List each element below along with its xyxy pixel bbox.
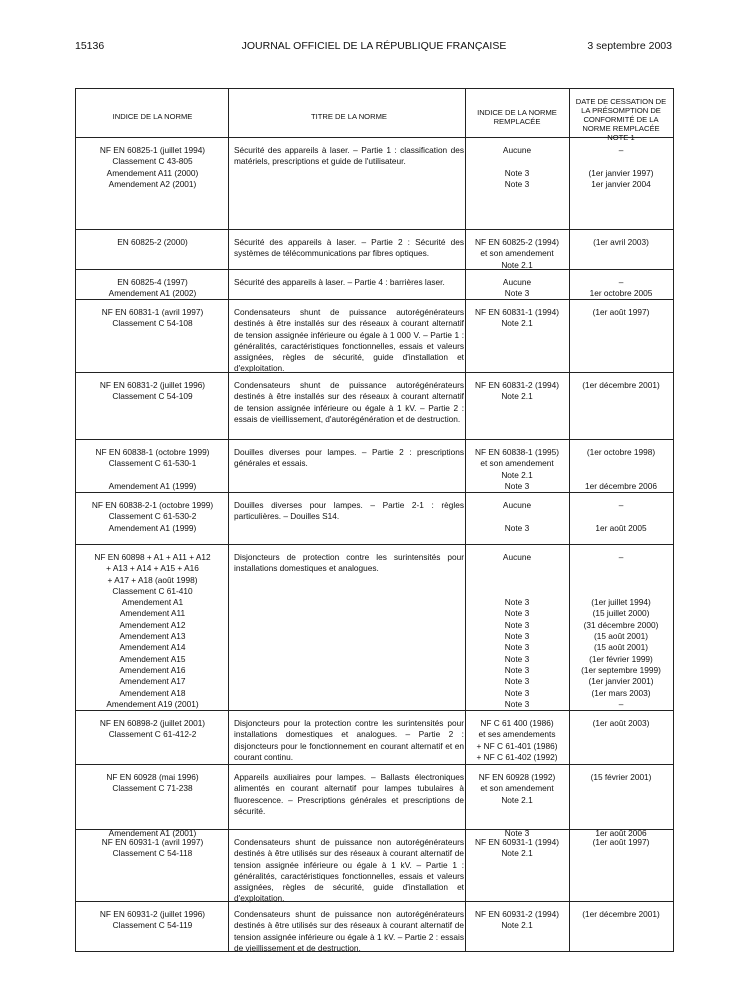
titre-cell: Condensateurs shunt de puissance autorégénérateurs destinés à être installés sur des réseaux à courant alternatif de tension assignée inférieure ou égale à 1 kV. – Partie 2 : essais de vieillissement, d'autorégénération et de destruction. — [234, 380, 464, 424]
cell-line: Amendement A1 (1999) — [108, 522, 197, 533]
cell-line: Classement C 61-410 — [112, 585, 193, 596]
cell-line: (1er décembre 2001) — [582, 380, 660, 390]
cell-line — [467, 511, 567, 522]
cell-line: Note 3 — [504, 676, 530, 687]
cell-line: Note 2.1 — [501, 469, 533, 480]
row-divider — [76, 710, 673, 711]
remplacee-cell — [467, 500, 567, 534]
date-cell — [572, 718, 670, 729]
cell-line: (1er février 1999) — [589, 653, 653, 664]
date-cell — [572, 500, 670, 534]
indice-cell — [80, 447, 225, 492]
page-number: 15136 — [75, 40, 105, 52]
cell-line: – — [618, 500, 624, 510]
date-cell — [572, 380, 670, 391]
titre-cell: Douilles diverses pour lampes. – Partie 2-1 : règles particulières. – Douilles S14. — [234, 500, 464, 522]
cell-line: (1er janvier 2001) — [588, 676, 654, 687]
cell-line — [467, 586, 567, 597]
cell-line: (1er mars 2003) — [591, 687, 651, 698]
cell-line: Aucune — [502, 277, 532, 287]
cell-line: NF EN 60928 (1992) — [478, 772, 556, 782]
cell-line: Note 3 — [504, 619, 530, 630]
cell-line: – — [618, 552, 624, 562]
cell-line: Aucune — [502, 500, 532, 510]
cell-line — [80, 806, 225, 817]
cell-line: (1er octobre 1998) — [586, 447, 656, 457]
cell-line: Amendement A18 — [119, 687, 186, 698]
cell-line: Amendement A2 (2001) — [108, 178, 197, 189]
cell-line — [572, 470, 670, 481]
titre-cell: Condensateurs shunt de puissance non autorégénérateurs destinés à être utilisés sur des réseaux à courant alternatif de tension assignée inférieure ou égale à 1 kV. – Partie 1 : généralités, caractéristiques fonctionnelles, essais et valeurs assignées, règles de sécurité, guide d'installation et d'exploitation. — [234, 837, 464, 904]
indice-cell — [80, 909, 225, 932]
cell-line — [572, 783, 670, 794]
cell-line — [572, 795, 670, 806]
titre-cell: Disjoncteurs pour la protection contre les surintensités pour installations domestiques et analogues. – Partie 2 : disjoncteurs pour le fonctionnement en courant alternatif et en courant continu. — [234, 718, 464, 762]
indice-cell — [80, 277, 225, 300]
titre-cell: Sécurité des appareils à laser. – Partie 1 : classification des matériels, prescriptions et guide de l'utilisateur. — [234, 145, 464, 167]
cell-line: Amendement A16 — [119, 664, 186, 675]
cell-line: NF EN 60831-1 (avril 1997) — [101, 307, 204, 317]
cell-line: Amendement A11 — [119, 608, 186, 619]
date-cell — [572, 237, 670, 248]
cell-line: Classement C 54-118 — [112, 848, 193, 859]
cell-line: Note 3 — [504, 687, 530, 698]
cell-line — [467, 817, 567, 828]
remplacee-cell — [467, 718, 567, 763]
cell-line: Amendement A1 (1999) — [108, 480, 197, 491]
cell-line: EN 60825-2 (2000) — [117, 237, 188, 247]
cell-line — [572, 575, 670, 586]
cell-line: NF EN 60825-1 (juillet 1994) — [99, 145, 206, 155]
titre-cell: Disjoncteurs de protection contre les surintensités pour installations domestiques et analogues. — [234, 552, 464, 574]
cell-line: NF EN 60838-1 (1995) — [475, 447, 559, 457]
cell-line: Classement C 61-530-1 — [108, 458, 197, 469]
titre-cell: Condensateurs shunt de puissance non autorégénérateurs destinés à être utilisés sur des réseaux à courant alternatif de tension assignée inférieure ou égale à 1 kV. – Partie 2 : essais de vieillissement et de destruction. — [234, 909, 464, 953]
date-cell — [572, 447, 670, 492]
cell-line: Note 2.1 — [501, 391, 533, 402]
cell-line — [572, 586, 670, 597]
cell-line: NF EN 60831-2 (juillet 1996) — [99, 380, 206, 390]
cell-line: Note 3 — [504, 664, 530, 675]
cell-line: Amendement A14 — [119, 642, 186, 653]
indice-cell — [80, 552, 225, 710]
cell-line — [572, 511, 670, 522]
cell-line: Note 3 — [504, 522, 530, 533]
page-date: 3 septembre 2003 — [587, 40, 672, 52]
cell-line — [572, 156, 670, 167]
cell-line: NF EN 60931-2 (1994) — [475, 909, 559, 919]
column-header-date: DATE DE CESSATION DE LA PRÉSOMPTION DE CONFORMITÉ DE LA NORME REMPLACÉE NOTE 1 — [575, 97, 667, 142]
cell-line: Amendement A15 — [119, 653, 186, 664]
row-divider — [76, 764, 673, 765]
cell-line: Note 2.1 — [501, 318, 533, 329]
cell-line — [572, 563, 670, 574]
cell-line: (1er décembre 2001) — [582, 909, 660, 919]
cell-line: et son amendement — [480, 458, 554, 469]
cell-line: NF EN 60898 + A1 + A11 + A12 — [94, 552, 211, 562]
row-divider — [76, 492, 673, 493]
indice-cell — [80, 718, 225, 741]
cell-line: Note 3 — [504, 597, 530, 608]
cell-line: NF C 61 400 (1986) — [480, 718, 554, 728]
cell-line: Note 3 — [504, 828, 530, 839]
titre-cell: Douilles diverses pour lampes. – Partie 2 : prescriptions générales et essais. — [234, 447, 464, 469]
cell-line: Classement C 54-119 — [112, 920, 193, 931]
cell-line: NF EN 60831-2 (1994) — [475, 380, 559, 390]
row-divider — [76, 829, 673, 830]
cell-line: + NF C 61-401 (1986) — [476, 740, 558, 751]
date-cell — [572, 307, 670, 318]
cell-line: NF EN 60931-1 (1994) — [475, 837, 559, 847]
cell-line: Note 2.1 — [501, 848, 533, 859]
cell-line: + A13 + A14 + A15 + A16 — [106, 563, 199, 574]
cell-line: (15 août 2001) — [594, 631, 648, 642]
cell-line: Amendement A13 — [119, 631, 186, 642]
cell-line: Amendement A12 — [119, 619, 186, 630]
column-header-titre: TITRE DE LA NORME — [311, 112, 387, 121]
column-header-remplacee: INDICE DE LA NORME REMPLACÉE — [477, 108, 557, 126]
cell-line: (31 décembre 2000) — [583, 619, 659, 630]
cell-line: Classement C 54-109 — [112, 391, 193, 402]
remplacee-cell — [467, 447, 567, 492]
cell-line: Note 3 — [504, 288, 530, 299]
cell-line: NF EN 60931-2 (juillet 1996) — [99, 909, 206, 919]
cell-line: Amendement A17 — [119, 676, 186, 687]
cell-line: Note 2.1 — [501, 920, 533, 931]
indice-cell — [80, 307, 225, 330]
indice-cell — [80, 237, 225, 248]
titre-cell: Sécurité des appareils à laser. – Partie 4 : barrières laser. — [234, 277, 445, 287]
date-cell — [572, 837, 670, 848]
cell-line: NF EN 60931-1 (avril 1997) — [101, 837, 204, 847]
row-divider — [76, 137, 673, 138]
cell-line: Note 3 — [504, 167, 530, 178]
cell-line: (1er août 2003) — [592, 718, 650, 728]
indice-cell — [80, 837, 225, 860]
titre-cell: Condensateurs shunt de puissance autorégénérateurs destinés à être installés sur des réseaux à courant alternatif de tension assignée inférieure ou égale à 1 000 V. – Partie 1 : généralités, caractéristiques fonctionnelles, essais et valeurs assignées, règles de sécurité, guide d'installation et d'exploitation. — [234, 307, 464, 374]
cell-line: NF EN 60838-2-1 (octobre 1999) — [91, 500, 214, 510]
remplacee-cell — [467, 277, 567, 300]
cell-line: EN 60825-4 (1997) — [117, 277, 188, 287]
cell-line: Classement C 43-805 — [112, 156, 193, 167]
cell-line — [572, 806, 670, 817]
standards-table — [75, 88, 674, 952]
cell-line: Classement C 71-238 — [112, 783, 193, 794]
date-cell — [572, 145, 670, 190]
cell-line: NF EN 60831-1 (1994) — [475, 307, 559, 317]
cell-line: Note 3 — [504, 480, 530, 491]
column-divider — [569, 89, 570, 951]
cell-line — [80, 470, 225, 481]
column-divider — [465, 89, 466, 951]
cell-line: Amendement A1 — [121, 597, 184, 608]
cell-line: et son amendement — [480, 783, 554, 794]
cell-line: NF EN 60838-1 (octobre 1999) — [95, 447, 210, 457]
remplacee-cell — [467, 237, 567, 271]
cell-line: 1er octobre 2005 — [589, 288, 653, 299]
date-cell — [572, 277, 670, 300]
cell-line: NF EN 60825-2 (1994) — [475, 237, 559, 247]
indice-cell — [80, 500, 225, 534]
cell-line: (15 août 2001) — [594, 642, 648, 653]
remplacee-cell — [467, 552, 567, 710]
cell-line: 1er août 2006 — [595, 828, 647, 839]
cell-line: – — [618, 145, 624, 155]
cell-line: (1er janvier 1997) — [588, 167, 654, 178]
cell-line: Amendement A1 (2002) — [108, 288, 197, 299]
cell-line: Note 2.1 — [501, 794, 533, 805]
cell-line: Classement C 61-412-2 — [108, 729, 197, 740]
cell-line: + A17 + A18 (août 1998) — [107, 574, 198, 585]
date-cell — [572, 909, 670, 920]
cell-line: (1er juillet 1994) — [591, 597, 651, 608]
journal-title: JOURNAL OFFICIEL DE LA RÉPUBLIQUE FRANÇAISE — [241, 40, 507, 52]
cell-line: Note 3 — [504, 631, 530, 642]
row-divider — [76, 299, 673, 300]
cell-line: Aucune — [502, 145, 532, 155]
indice-cell — [80, 380, 225, 403]
titre-cell: Appareils auxiliaires pour lampes. – Ballasts électroniques alimentés en courant alternatif pour lampes tubulaires à fluorescence. – Prescriptions générales et prescriptions de sécurité. — [234, 772, 464, 816]
cell-line: Amendement A1 (2001) — [108, 828, 197, 839]
remplacee-cell — [467, 307, 567, 330]
cell-line: Classement C 61-530-2 — [108, 511, 197, 522]
remplacee-cell — [467, 145, 567, 190]
cell-line: 1er août 2005 — [595, 522, 647, 533]
titre-cell: Sécurité des appareils à laser. – Partie 2 : Sécurité des systèmes de télécommunications par fibres optiques. — [234, 237, 464, 259]
cell-line — [467, 806, 567, 817]
remplacee-cell — [467, 380, 567, 403]
cell-line: (1er septembre 1999) — [581, 664, 661, 675]
cell-line: NF EN 60898-2 (juillet 2001) — [99, 718, 206, 728]
cell-line: Note 3 — [504, 653, 530, 664]
cell-line: et ses amendements — [478, 729, 556, 740]
cell-line: + NF C 61-402 (1992) — [476, 751, 558, 762]
indice-cell — [80, 145, 225, 190]
date-cell — [572, 552, 670, 710]
cell-line: Note 3 — [504, 642, 530, 653]
cell-line: Amendement A11 (2000) — [106, 167, 199, 178]
cell-line — [467, 156, 567, 167]
cell-line — [80, 817, 225, 828]
column-header-indice: INDICE DE LA NORME — [112, 112, 193, 121]
cell-line — [467, 575, 567, 586]
cell-line: NF EN 60928 (mai 1996) — [106, 772, 199, 782]
cell-line — [80, 795, 225, 806]
cell-line: Classement C 54-108 — [112, 318, 193, 329]
cell-line: Note 3 — [504, 608, 530, 619]
cell-line: (15 juillet 2000) — [592, 608, 650, 619]
row-divider — [76, 372, 673, 373]
cell-line: (1er avril 2003) — [593, 237, 649, 247]
cell-line: et son amendement — [480, 248, 554, 259]
cell-line: Amendement A19 (2001) — [106, 698, 199, 709]
row-divider — [76, 439, 673, 440]
cell-line: Note 3 — [504, 698, 530, 709]
cell-line — [572, 458, 670, 469]
row-divider — [76, 901, 673, 902]
cell-line — [467, 563, 567, 574]
cell-line: – — [618, 277, 624, 287]
row-divider — [76, 229, 673, 230]
remplacee-cell — [467, 837, 567, 860]
cell-line: 1er janvier 2004 — [591, 178, 651, 189]
row-divider — [76, 544, 673, 545]
cell-line: Note 3 — [504, 178, 530, 189]
cell-line: 1er décembre 2006 — [585, 480, 657, 491]
cell-line: Note 2.1 — [501, 259, 533, 270]
row-divider — [76, 269, 673, 270]
cell-line: Aucune — [502, 552, 532, 562]
cell-line: (15 février 2001) — [590, 772, 652, 782]
cell-line: (1er août 1997) — [592, 837, 650, 847]
column-divider — [228, 89, 229, 951]
cell-line: – — [618, 698, 624, 709]
cell-line — [572, 817, 670, 828]
cell-line: (1er août 1997) — [592, 307, 650, 317]
remplacee-cell — [467, 909, 567, 932]
